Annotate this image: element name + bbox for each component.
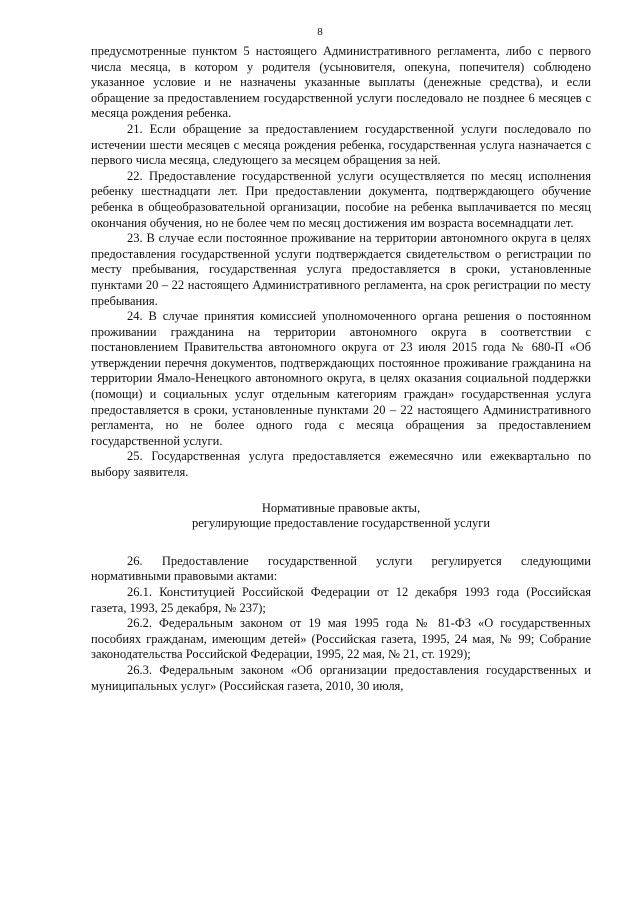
paragraph-26-1: 26.1. Конституцией Российской Федерации от 12 декабря 1993 года (Российская газета, 1993, 25 декабря, № 237); bbox=[91, 585, 591, 615]
section-heading bbox=[91, 501, 591, 532]
document-body bbox=[91, 44, 591, 694]
section-heading-line-2: регулирующие предоставление государственной услуги bbox=[191, 516, 491, 531]
paragraph-21: 21. Если обращение за предоставлением государственной услуги последовало по истечении шести месяцев с месяца рождения ребенка, государственная услуга назначается с первого числа месяца, следующего за месяцем обращения за ней. bbox=[91, 121, 591, 168]
paragraph-25: 25. Государственная услуга предоставляется ежемесячно или ежеквартально по выбору заявителя. bbox=[91, 449, 591, 480]
section-heading-line-1: Нормативные правовые акты, bbox=[261, 500, 421, 515]
paragraph-26-2: 26.2. Федеральным законом от 19 мая 1995 года № 81-ФЗ «О государственных пособиях гражданам, имеющим детей» (Российская газета, 1995, 24 мая, № 99; Собрание законодательства Российской Федерации, 1995, 22 мая, № 21, ст. 1929); bbox=[91, 616, 591, 662]
paragraph-continuation: предусмотренные пунктом 5 настоящего Административного регламента, либо с первого числа месяца, в котором у родителя (усыновителя, опекуна, попечителя) соблюдено указанное условие и не назначены указанные выплаты (денежные средства), и если обращение за предоставлением государственной услуги последовало не позднее 6 месяцев с месяца рождения ребенка. bbox=[91, 44, 591, 121]
paragraph-23: 23. В случае если постоянное проживание на территории автономного округа в целях предоставления государственной услуги подтверждается свидетельством о регистрации по месту пребывания, государственная услуга предоставляется в сроки, установленные пунктами 20 – 22 настоящего Административного регламента, на срок регистрации по месту пребывания. bbox=[91, 231, 591, 308]
paragraph-26-3: 26.3. Федеральным законом «Об организации предоставления государственных и муниципальных услуг» (Российская газета, 2010, 30 июля, bbox=[91, 662, 591, 693]
paragraph-26: 26. Предоставление государственной услуги регулируется следующими нормативными правовыми актами: bbox=[91, 553, 591, 584]
page-number: 8 bbox=[317, 26, 323, 38]
paragraph-22: 22. Предоставление государственной услуги осуществляется по месяц исполнения ребенку шестнадцати лет. При предоставлении документа, подтверждающего обучение ребенка в общеобразовательной организации, пособие на ребенка выплачивается по месяц окончания обучения, но не более чем по месяц достижения им возраста восемнадцати лет. bbox=[91, 168, 591, 230]
paragraph-24: 24. В случае принятия комиссией уполномоченного органа решения о постоянном проживании гражданина на территории автономного округа в соответствии с постановлением Правительства автономного округа от 23 июля 2015 года № 680-П «Об утверждении перечня документов, подтверждающих постоянное проживание гражданина на территории Ямало-Ненецкого автономного округа, в целях оказания социальной поддержки (помощи) и социальных услуг отдельным категориям граждан» государственная услуга предоставляется в сроки, установленные пунктами 20 – 22 настоящего Административного регламента, но не более одного года с месяца обращения за предоставлением государственной услуги. bbox=[91, 309, 591, 448]
